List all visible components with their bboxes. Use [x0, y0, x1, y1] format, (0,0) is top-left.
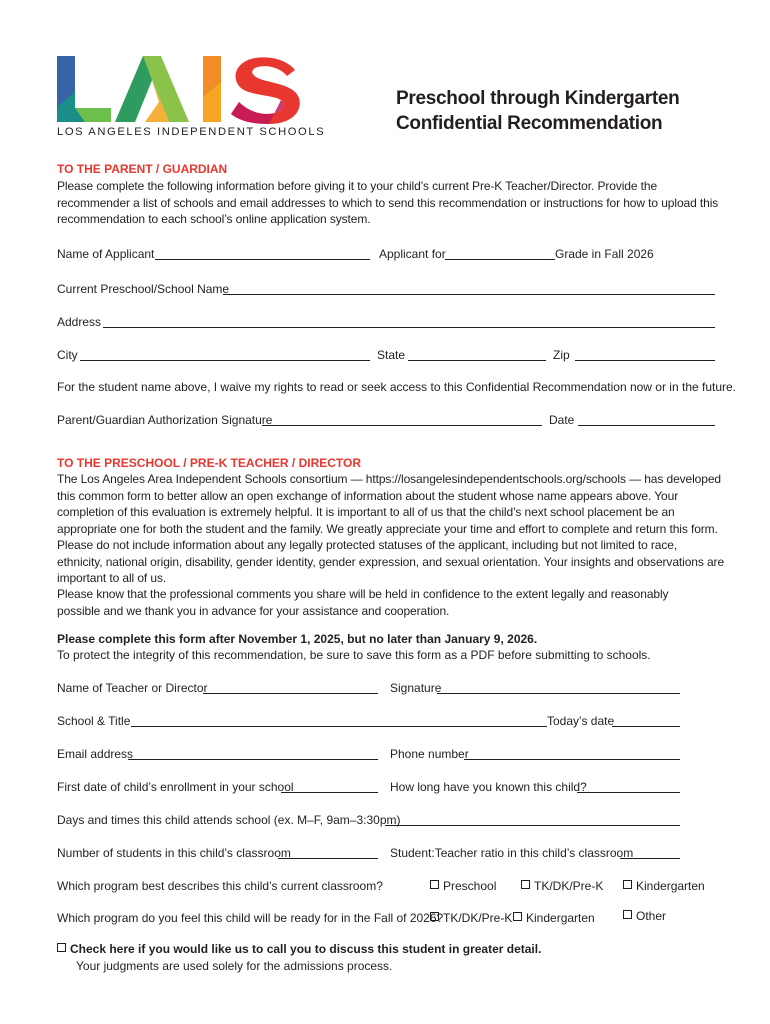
option-label: TK/DK/Pre-K: [534, 879, 604, 893]
parent-heading: TO THE PARENT / GUARDIAN: [57, 162, 228, 176]
parent-date-label: Date: [549, 413, 575, 427]
checkbox-icon[interactable]: [430, 880, 439, 889]
current-school-field[interactable]: [223, 294, 715, 295]
school-title-field[interactable]: [131, 726, 547, 727]
how-long-label: How long have you known this child?: [390, 780, 587, 794]
checkbox-icon[interactable]: [57, 943, 66, 952]
email-field[interactable]: [128, 759, 378, 760]
parent-date-field[interactable]: [578, 425, 715, 426]
page-title: [396, 86, 679, 136]
ratio-field[interactable]: [620, 858, 680, 859]
deadline-text: Please complete this form after November 1, 2025, but no later than January 9, 2026.: [57, 632, 538, 646]
parent-signature-field[interactable]: [262, 425, 542, 426]
current-school-label: Current Preschool/School Name: [57, 282, 230, 296]
lais-logo: [55, 52, 326, 142]
email-label: Email address: [57, 747, 134, 761]
lais-logo-letters: [55, 52, 310, 124]
call-check-label: Check here if you would like us to call you to discuss this student in greater detail.: [70, 942, 542, 956]
state-label: State: [377, 348, 406, 362]
checkbox-icon[interactable]: [623, 910, 632, 919]
applicant-for-label: Applicant for: [379, 247, 446, 261]
applicant-for-field[interactable]: [445, 259, 555, 260]
option-label: TK/DK/Pre-K: [443, 911, 513, 925]
parent-intro: Please complete the following information before giving it to your child’s current Pre-K Teacher/Director. Provide the recommender a list of schools and email addresses to which to send this recommendation or instructions for how to upload this recommendation to each school’s online application system.: [57, 179, 719, 226]
zip-field[interactable]: [575, 360, 715, 361]
teacher-para-2: Please know that the professional comments you share will be held in confidence to the extent legally and reasonably possible and we thank you in advance for your assistance and cooperation.: [57, 587, 669, 618]
checkbox-icon[interactable]: [430, 912, 439, 921]
save-note: To protect the integrity of this recommendation, be sure to save this form as a PDF before submitting to schools.: [57, 648, 651, 662]
address-label: Address: [57, 315, 102, 329]
teacher-name-label: Name of Teacher or Director: [57, 681, 208, 695]
phone-label: Phone number: [390, 747, 469, 761]
option-label: Preschool: [443, 879, 497, 893]
zip-label: Zip: [553, 348, 570, 362]
num-students-field[interactable]: [278, 858, 378, 859]
first-date-label: First date of child’s enrollment in your school: [57, 780, 294, 794]
applicant-name-label: Name of Applicant: [57, 247, 155, 261]
first-date-field[interactable]: [281, 792, 378, 793]
program-current-tk[interactable]: [521, 878, 603, 895]
teacher-para-1: The Los Angeles Area Independent Schools consortium — https://losangelesindependentschools.org/schools — has developed this common form to better allow an open exchange of information about the student whose name appears above. Your completion of this evaluation is extremely helpful. It is important to all of us that the child’s next school placement be an appropriate one for both the student and the family. We greatly appreciate your time and effort to complete and return this form. Please do not include information about any legally protected statuses of the applicant, including but not limited to race, ethnicity, national origin, disability, gender identity, gender expression, and sexual orientation. Your insights and observations are important to all of us.: [57, 472, 725, 585]
state-field[interactable]: [408, 360, 546, 361]
waiver-text: For the student name above, I waive my rights to read or seek access to this Confidential Recommendation now or in the future.: [57, 380, 737, 394]
address-field[interactable]: [103, 327, 715, 328]
program-ready-label: Which program do you feel this child will be ready for in the Fall of 2026?: [57, 911, 444, 925]
days-times-label: Days and times this child attends school (ex. M–F, 9am–3:30pm): [57, 813, 401, 827]
grade-label: Grade in Fall 2026: [555, 247, 654, 261]
signature-field[interactable]: [437, 693, 680, 694]
num-students-label: Number of students in this child’s classroom: [57, 846, 291, 860]
program-current-label: Which program best describes this child’s current classroom?: [57, 879, 383, 893]
title-line-1: Preschool through Kindergarten: [396, 88, 680, 109]
school-title-label: School & Title: [57, 714, 131, 728]
checkbox-icon[interactable]: [623, 880, 632, 889]
teacher-heading: TO THE PRESCHOOL / PRE-K TEACHER / DIRECTOR: [57, 456, 362, 470]
logo-subtitle: LOS ANGELES INDEPENDENT SCHOOLS: [57, 126, 326, 138]
option-label: Kindergarten: [526, 911, 595, 925]
signature-label: Signature: [390, 681, 442, 695]
days-times-field[interactable]: [385, 825, 680, 826]
today-date-label: Today’s date: [547, 714, 615, 728]
program-ready-kindergarten[interactable]: [513, 910, 595, 927]
applicant-name-field[interactable]: [155, 259, 370, 260]
call-checkbox-row[interactable]: [57, 941, 541, 958]
city-field[interactable]: [80, 360, 370, 361]
program-current-preschool[interactable]: [430, 878, 496, 895]
how-long-field[interactable]: [577, 792, 680, 793]
today-date-field[interactable]: [612, 726, 680, 727]
checkbox-icon[interactable]: [521, 880, 530, 889]
city-label: City: [57, 348, 78, 362]
program-ready-other[interactable]: [623, 908, 666, 925]
option-label: Other: [636, 909, 667, 923]
judgment-note: Your judgments are used solely for the admissions process.: [76, 959, 393, 973]
option-label: Kindergarten: [636, 879, 705, 893]
parent-signature-label: Parent/Guardian Authorization Signature: [57, 413, 273, 427]
ratio-label: Student:Teacher ratio in this child’s classroom: [390, 846, 634, 860]
phone-field[interactable]: [464, 759, 680, 760]
program-current-kindergarten[interactable]: [623, 878, 705, 895]
title-line-2: Confidential Recommendation: [396, 113, 663, 134]
program-ready-tk[interactable]: [430, 910, 512, 927]
checkbox-icon[interactable]: [513, 912, 522, 921]
teacher-name-field[interactable]: [203, 693, 378, 694]
